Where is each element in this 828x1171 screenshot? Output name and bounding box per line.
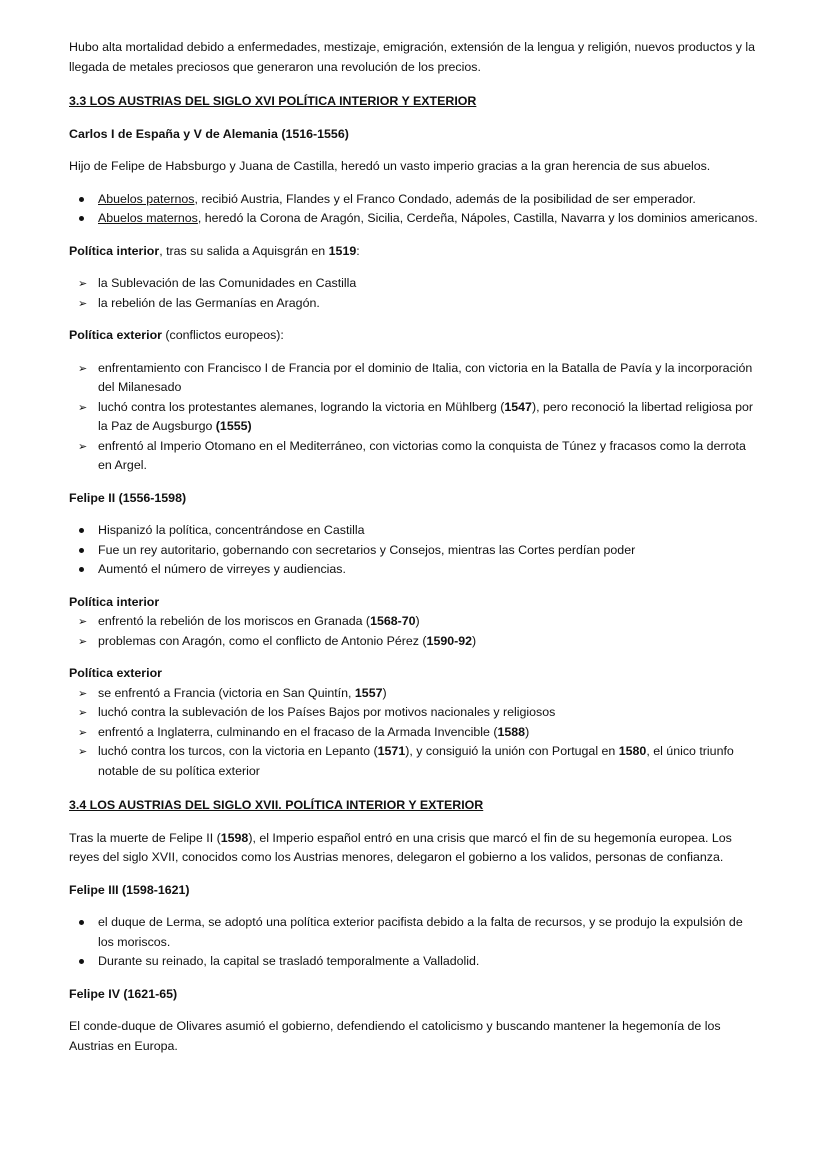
intro-text: ), el Imperio español entró en una crisis que marcó el fin de su hegemonía europea. Los reyes del siglo XVII, conocidos como los Austrias menores, delegaron el gobierno a los validos, personas de confianza. bbox=[69, 830, 732, 864]
list-item bbox=[69, 632, 759, 652]
carlos-description: Hijo de Felipe de Habsburgo y Juana de Castilla, heredó un vasto imperio gracias a la gran herencia de sus abuelos. bbox=[69, 159, 711, 173]
section-title-3-3: 3.3 LOS AUSTRIAS DEL SIGLO XVI POLÍTICA INTERIOR Y EXTERIOR bbox=[69, 94, 477, 108]
list-item bbox=[69, 359, 759, 398]
year-1555: (1555) bbox=[215, 419, 252, 433]
abuelos-paternos-text: , recibió Austria, Flandes y el Franco Condado, además de la posibilidad de ser emperador. bbox=[194, 191, 696, 206]
list-item bbox=[69, 190, 759, 210]
list-item-text: ) bbox=[472, 633, 477, 648]
year-1568-70: 1568-70 bbox=[370, 614, 416, 628]
list-item bbox=[69, 742, 759, 781]
intro-text: Tras la muerte de Felipe II ( bbox=[69, 830, 221, 845]
list-item-text: luchó contra los turcos, con la victoria en Lepanto ( bbox=[98, 744, 378, 758]
politica-interior-text: , tras su salida a Aquisgrán en bbox=[159, 243, 329, 258]
list-item bbox=[69, 398, 759, 437]
abuelos-maternos-label: Abuelos maternos bbox=[98, 211, 198, 225]
list-item-text: enfrentó la rebelión de los moriscos en Granada ( bbox=[98, 614, 371, 628]
list-item bbox=[69, 612, 759, 632]
list-item-text: enfrentó al Imperio Otomano en el Mediterráneo, con victorias como la conquista de Túnez y fracasos como la derrota en Argel. bbox=[98, 438, 746, 472]
section-3-4-intro bbox=[69, 829, 759, 868]
year-1571: 1571 bbox=[377, 744, 406, 758]
list-item-text: problemas con Aragón, como el conflicto de Antonio Pérez ( bbox=[98, 633, 427, 648]
list-item-text: Durante su reinado, la capital se trasladó temporalmente a Valladolid. bbox=[98, 954, 480, 968]
list-item-text: ), pero reconoció la libertad religiosa por la Paz de Augsburgo bbox=[98, 399, 754, 433]
carlos-interior-list bbox=[69, 274, 759, 313]
year-1557: 1557 bbox=[354, 685, 383, 700]
heading-carlos-i: Carlos I de España y V de Alemania (1516-1556) bbox=[69, 126, 349, 141]
document-content bbox=[69, 38, 759, 1056]
abuelos-list bbox=[69, 190, 759, 229]
list-item bbox=[69, 723, 759, 743]
list-item-text: Aumentó el número de virreyes y audiencias. bbox=[98, 562, 346, 576]
felipe-ii-exterior-list bbox=[69, 684, 759, 782]
politica-exterior-label: Política exterior bbox=[69, 328, 162, 342]
heading-felipe-ii: Felipe II (1556-1598) bbox=[69, 490, 187, 505]
list-item-text: ), y consiguió la unión con Portugal en bbox=[405, 744, 619, 758]
abuelos-paternos-label: Abuelos paternos bbox=[98, 191, 195, 206]
year-1588: 1588 bbox=[497, 724, 526, 739]
year-1590-92: 1590-92 bbox=[426, 633, 473, 648]
heading-felipe-iv: Felipe IV (1621-65) bbox=[69, 986, 178, 1001]
felipe-iii-list bbox=[69, 913, 759, 972]
list-item bbox=[69, 560, 759, 580]
year-1598: 1598 bbox=[220, 830, 249, 845]
list-item bbox=[69, 209, 759, 229]
year-1580: 1580 bbox=[618, 744, 647, 758]
section-title-3-4: 3.4 LOS AUSTRIAS DEL SIGLO XVII. POLÍTICA INTERIOR Y EXTERIOR bbox=[69, 798, 484, 812]
felipe-ii-politica-exterior-label: Política exterior bbox=[69, 666, 162, 680]
carlos-politica-interior bbox=[69, 242, 759, 262]
felipe-iv-text: El conde-duque de Olivares asumió el gobierno, defendiendo el catolicismo y buscando mantener la hegemonía de los Austrias en Europa. bbox=[69, 1019, 721, 1053]
list-item-text: enfrentó a Inglaterra, culminando en el fracaso de la Armada Invencible ( bbox=[98, 724, 498, 739]
list-item-text: Hispanizó la política, concentrándose en Castilla bbox=[98, 523, 365, 537]
politica-exterior-text: (conflictos europeos): bbox=[161, 328, 284, 342]
year-1547: 1547 bbox=[504, 399, 532, 414]
list-item bbox=[69, 294, 759, 314]
list-item-text: , el único triunfo notable de su política exterior bbox=[98, 744, 734, 778]
list-item-text: ) bbox=[525, 724, 530, 739]
list-item-text: Fue un rey autoritario, gobernando con secretarios y Consejos, mientras las Cortes perdían poder bbox=[98, 542, 636, 557]
list-item-text: ) bbox=[415, 614, 420, 628]
list-item bbox=[69, 541, 759, 561]
year-1519: 1519 bbox=[328, 243, 357, 258]
list-item-text: el duque de Lerma, se adoptó una política exterior pacifista debido a la falta de recursos, y se produjo la expulsión de los moriscos. bbox=[98, 915, 743, 949]
list-item bbox=[69, 684, 759, 704]
intro-paragraph: Hubo alta mortalidad debido a enfermedades, mestizaje, emigración, extensión de la lengua y religión, nuevos productos y la llegada de metales preciosos que generaron una revolución de los precios. bbox=[69, 40, 756, 74]
list-item-text: la Sublevación de las Comunidades en Castilla bbox=[98, 276, 357, 290]
list-item bbox=[69, 952, 759, 972]
abuelos-maternos-text: , heredó la Corona de Aragón, Sicilia, Cerdeña, Nápoles, Castilla, Navarra y los dominios americanos. bbox=[197, 211, 758, 225]
list-item-text: enfrentamiento con Francisco I de Francia por el dominio de Italia, con victoria en la Batalla de Pavía y la incorporación del Milanesado bbox=[98, 360, 753, 394]
heading-felipe-iii: Felipe III (1598-1621) bbox=[69, 882, 190, 897]
list-item-text: la rebelión de las Germanías en Aragón. bbox=[98, 295, 320, 310]
list-item-text: ) bbox=[382, 685, 387, 700]
politica-interior-label: Política interior bbox=[69, 243, 160, 258]
list-item bbox=[69, 274, 759, 294]
felipe-ii-interior-list bbox=[69, 612, 759, 651]
carlos-politica-exterior bbox=[69, 326, 759, 346]
list-item bbox=[69, 913, 759, 952]
list-item bbox=[69, 437, 759, 476]
felipe-ii-politica-interior-label: Política interior bbox=[69, 594, 160, 609]
list-item-text: luchó contra los protestantes alemanes, logrando la victoria en Mühlberg ( bbox=[98, 399, 505, 414]
politica-interior-colon: : bbox=[356, 243, 360, 258]
list-item-text: se enfrentó a Francia (victoria en San Quintín, bbox=[98, 685, 355, 700]
list-item bbox=[69, 521, 759, 541]
felipe-ii-list bbox=[69, 521, 759, 580]
list-item bbox=[69, 703, 759, 723]
carlos-exterior-list bbox=[69, 359, 759, 476]
list-item-text: luchó contra la sublevación de los Países Bajos por motivos nacionales y religiosos bbox=[98, 705, 556, 719]
